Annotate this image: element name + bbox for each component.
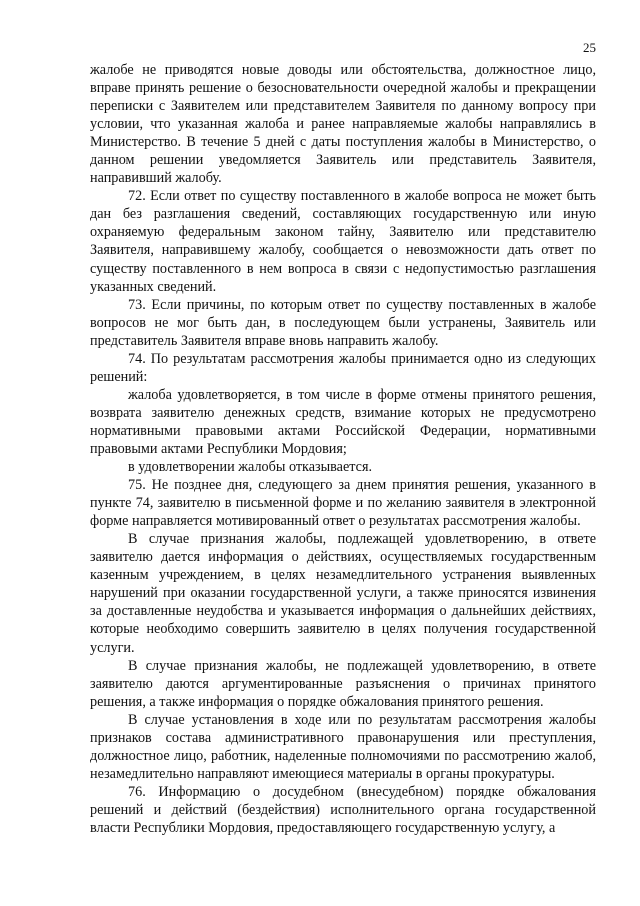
page-number: 25 bbox=[583, 40, 596, 55]
paragraph-74: 74. По результатам рассмотрения жалобы принимается одно из следующих решений: bbox=[90, 350, 596, 385]
paragraph-74-option-2: в удовлетворении жалобы отказывается. bbox=[128, 459, 373, 476]
paragraph-75: 75. Не позднее дня, следующего за днем принятия решения, указанного в пункте 74, заявителю в письменной форме и по желанию заявителя в электронной форме направляется мотивированный ответ о результатах рассмотрения жалобы. bbox=[90, 477, 596, 530]
paragraph-violation-signs: В случае установления в ходе или по результатам рассмотрения жалобы признаков состава административного правонарушения или преступления, должностное лицо, работник, наделенные полномочиями по рассмотрению жалоб, незамедлительно направляют имеющиеся материалы в органы прокуратуры. bbox=[90, 711, 596, 782]
paragraph-76: 76. Информацию о досудебном (внесудебном) порядке обжалования решений и действий (бездействия) исполнительного органа государственной власти Республики Мордовия, предоставляющего государственную услугу, а bbox=[90, 783, 596, 836]
paragraph-complaint-satisfied: В случае признания жалобы, подлежащей удовлетворению, в ответе заявителю дается информация о действиях, осуществляемых государственным казенным учреждением, в целях незамедлительного устранения выявленных нарушений при оказании государственной услуги, а также приносятся извинения за доставленные неудобства и указывается информация о дальнейших действиях, которые необходимо совершить заявителю в целях получения государственной услуги. bbox=[90, 531, 596, 656]
paragraph-continuation: жалобе не приводятся новые доводы или обстоятельства, должностное лицо, вправе принять решение о безосновательности очередной жалобы и прекращении переписки с Заявителем или представителем Заявителя по данному вопросу при условии, что указанная жалоба и ранее направляемые жалобы направлялись в Министерство. В течение 5 дней с даты поступления жалобы в Министерство, о данном решении уведомляется Заявитель или представитель Заявителя, направивший жалобу. bbox=[90, 62, 596, 187]
paragraph-72: 72. Если ответ по существу поставленного в жалобе вопроса не может быть дан без разглашения сведений, составляющих государственную или иную охраняемую федеральным законом тайну, Заявителю или представителю Заявителя, направившему жалобу, сообщается о невозможности дать ответ по существу поставленного в нем вопроса в связи с недопустимостью разглашения указанных сведений. bbox=[90, 188, 596, 295]
paragraph-74-option-1: жалоба удовлетворяется, в том числе в форме отмены принятого решения, возврата заявителю денежных средств, взимание которых не предусмотрено нормативными правовыми актами Российской Федерации, нормативными правовыми актами Республики Мордовия; bbox=[90, 386, 596, 457]
paragraph-73: 73. Если причины, по которым ответ по существу поставленных в жалобе вопросов не мог быть дан, в последующем были устранены, Заявитель или представитель Заявителя вправе вновь направить жалобу. bbox=[90, 296, 596, 349]
document-body bbox=[90, 61, 596, 837]
paragraph-complaint-rejected: В случае признания жалобы, не подлежащей удовлетворению, в ответе заявителю даются аргументированные разъяснения о причинах принятого решения, а также информация о порядке обжалования принятого решения. bbox=[90, 657, 596, 710]
